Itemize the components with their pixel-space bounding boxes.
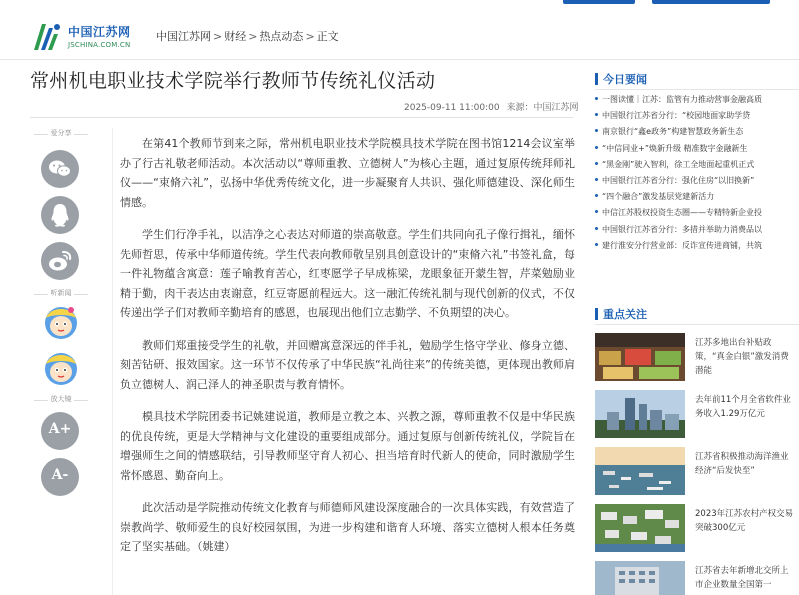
news-link[interactable]: 中国银行江苏省分行：多措并举助力消费品以 <box>595 222 799 238</box>
focus-text[interactable]: 江苏省积极推动海洋渔业经济“后发快至” <box>695 452 789 476</box>
news-link[interactable]: 中国银行江苏省分行：强化住房“以旧换新” <box>595 173 799 189</box>
tools-divider <box>112 128 113 595</box>
section-marker <box>595 73 598 85</box>
top-nav-block[interactable] <box>652 0 770 4</box>
article-paragraph: 学生们行净手礼，以洁净之心表达对师道的崇高敬意。学生们共同向孔子像行揖礼，缅怀先师哲思，传承中华师道传统。学生代表向教师敬呈别具创意设计的“束脩六礼”书签礼盒，每一件礼物蕴含寓意：莲子喻教育苦心，红枣愿学子早成栋梁，龙眼象征开蒙生智，芹菜勉励业精于勤，肉干表达由衷谢意，红豆寄愿前程远大。这一融汇传统礼制与现代创新的仪式，不仅传递出学子们对教师辛勤培育的感恩，也展现出他们立志勤学、不负期望的决心。 <box>120 228 575 319</box>
focus-card[interactable] <box>595 504 799 557</box>
site-header <box>0 6 799 60</box>
news-link[interactable]: 建行淮安分行营业部：反诈宣传进商铺，共筑 <box>595 238 799 254</box>
article-meta <box>400 100 578 113</box>
focus-text[interactable]: 2023年江苏农村产权交易突破300亿元 <box>695 509 794 533</box>
news-link[interactable]: “四个融合”激发基层党建新活力 <box>595 189 799 205</box>
logo-name: 中国江苏网 <box>68 25 131 39</box>
news-link[interactable]: 中信江苏股权投资生态圈——专精特新企业投 <box>595 205 799 221</box>
article-paragraph: 在第41个教师节到来之际，常州机电职业技术学院模具技术学院在图书馆1214会议室举办了行古礼敬老师活动。本次活动以“尊师重教、立德树人”为核心主题，通过复原传统拜师礼仪——“束脩六礼”，弘扬中华优秀传统文化，进一步凝聚育人共识、强化师德建设、深化师生情感。 <box>120 137 575 209</box>
news-link[interactable]: 中国银行江苏省分行：“校园地面家助学贷 <box>595 108 799 124</box>
article-body <box>120 134 575 570</box>
breadcrumb-separator: > <box>213 30 223 43</box>
breadcrumb-finance[interactable]: 财经 <box>224 30 247 43</box>
wechat-share-button[interactable] <box>41 150 79 188</box>
listen-label: 听新闻 <box>30 288 92 300</box>
focus-title: 重点关注 <box>603 308 647 321</box>
breadcrumb-home[interactable]: 中国江苏网 <box>156 30 211 43</box>
wechat-icon <box>41 150 79 188</box>
article-paragraph: 此次活动是学院推动传统文化教育与师德师风建设深度融合的一次具体实践，有效营造了崇教尚学、敬师爱生的良好校园氛围，为进一步构建和谐育人环境、落实立德树人根本任务奠定了坚实基础。（姚建） <box>120 501 575 553</box>
logo-domain: JSCHINA.COM.CN <box>68 41 131 49</box>
breadcrumb-hot-news[interactable]: 热点动态 <box>259 30 304 43</box>
today-news-header <box>595 68 799 90</box>
focus-card[interactable] <box>595 333 799 386</box>
share-label: 爱分享 <box>30 128 92 140</box>
qq-icon <box>41 196 79 234</box>
article-paragraph: 教师们郑重接受学生的礼敬，并回赠寓意深远的伴手礼，勉励学生恪守学业、修身立德、刻苦钻研、报效国家。这一环节不仅传承了中华民族“礼尚往来”的传统美德，更体现出教师肩负立德树人、润己泽人的神圣职责与教育情怀。 <box>120 338 575 391</box>
focus-text[interactable]: 江苏省去年新增北交所上市企业数量全国第一 <box>695 566 789 590</box>
news-link[interactable]: “黑金刚”驶入智利，徐工全地面起重机正式 <box>595 157 799 173</box>
city-photo[interactable] <box>595 390 685 438</box>
breadcrumb <box>156 28 339 44</box>
news-link[interactable]: 一图读懂｜江苏：监管有力推动营事金融高质 <box>595 92 799 108</box>
focus-card[interactable] <box>595 561 799 595</box>
harbor-photo[interactable] <box>595 447 685 495</box>
focus-card[interactable] <box>595 447 799 500</box>
zoom-out-button[interactable] <box>41 458 79 496</box>
qq-share-button[interactable] <box>41 196 79 234</box>
news-link[interactable]: “中信同业+”焕新升级 精准数字金融新生 <box>595 141 799 157</box>
weibo-share-button[interactable] <box>41 242 79 280</box>
article-title: 常州机电职业技术学院举行教师节传统礼仪活动 <box>30 70 436 92</box>
today-news-list <box>595 92 799 254</box>
today-news-title: 今日要闻 <box>603 73 647 86</box>
breadcrumb-current: 正文 <box>316 30 339 43</box>
focus-header <box>595 303 799 325</box>
news-link[interactable]: 南京银行“鑫e政务”构建智慧政务新生态 <box>595 124 799 140</box>
focus-list <box>595 333 799 595</box>
listen-male-voice-button[interactable] <box>40 346 82 388</box>
cartoon-avatar-icon <box>40 300 82 342</box>
section-marker <box>595 308 598 320</box>
building-photo[interactable] <box>595 561 685 595</box>
title-divider <box>30 117 573 118</box>
weibo-icon <box>41 242 79 280</box>
listen-female-voice-button[interactable] <box>40 300 82 342</box>
breadcrumb-separator: > <box>248 30 258 43</box>
article-datetime: 2025-09-11 11:00:00 <box>404 103 500 113</box>
cartoon-avatar-icon <box>40 346 82 388</box>
zoom-in-button[interactable] <box>41 412 79 450</box>
logo-mark-icon <box>30 20 64 54</box>
focus-card[interactable] <box>595 390 799 443</box>
market-photo[interactable] <box>595 333 685 381</box>
article-paragraph: 模具技术学院团委书记姚建说道，教师是立教之本、兴教之源，尊师重教不仅是中华民族的优良传统，更是大学精神与文化建设的重要组成部分。通过复原与创新传统礼仪，学院旨在增强师生之间的情感联结，引导教师坚守育人初心、担当培育时代新人的使命，同时激励学生常怀感恩、勤奋向上。 <box>120 410 575 482</box>
zoom-out-icon: A- <box>51 467 69 483</box>
focus-text[interactable]: 江苏多地出台补贴政策，“真金白银”激发消费潜能 <box>695 338 789 376</box>
zoom-label: 放大镜 <box>30 394 92 406</box>
village-photo[interactable] <box>595 504 685 552</box>
site-logo[interactable] <box>30 20 140 56</box>
zoom-in-icon: A+ <box>48 421 72 437</box>
top-nav-block[interactable] <box>563 0 635 4</box>
breadcrumb-separator: > <box>305 30 315 43</box>
article-source: 来源：中国江苏网 <box>506 103 579 113</box>
focus-text[interactable]: 去年前11个月全省软件业务收入1.29万亿元 <box>695 395 791 419</box>
